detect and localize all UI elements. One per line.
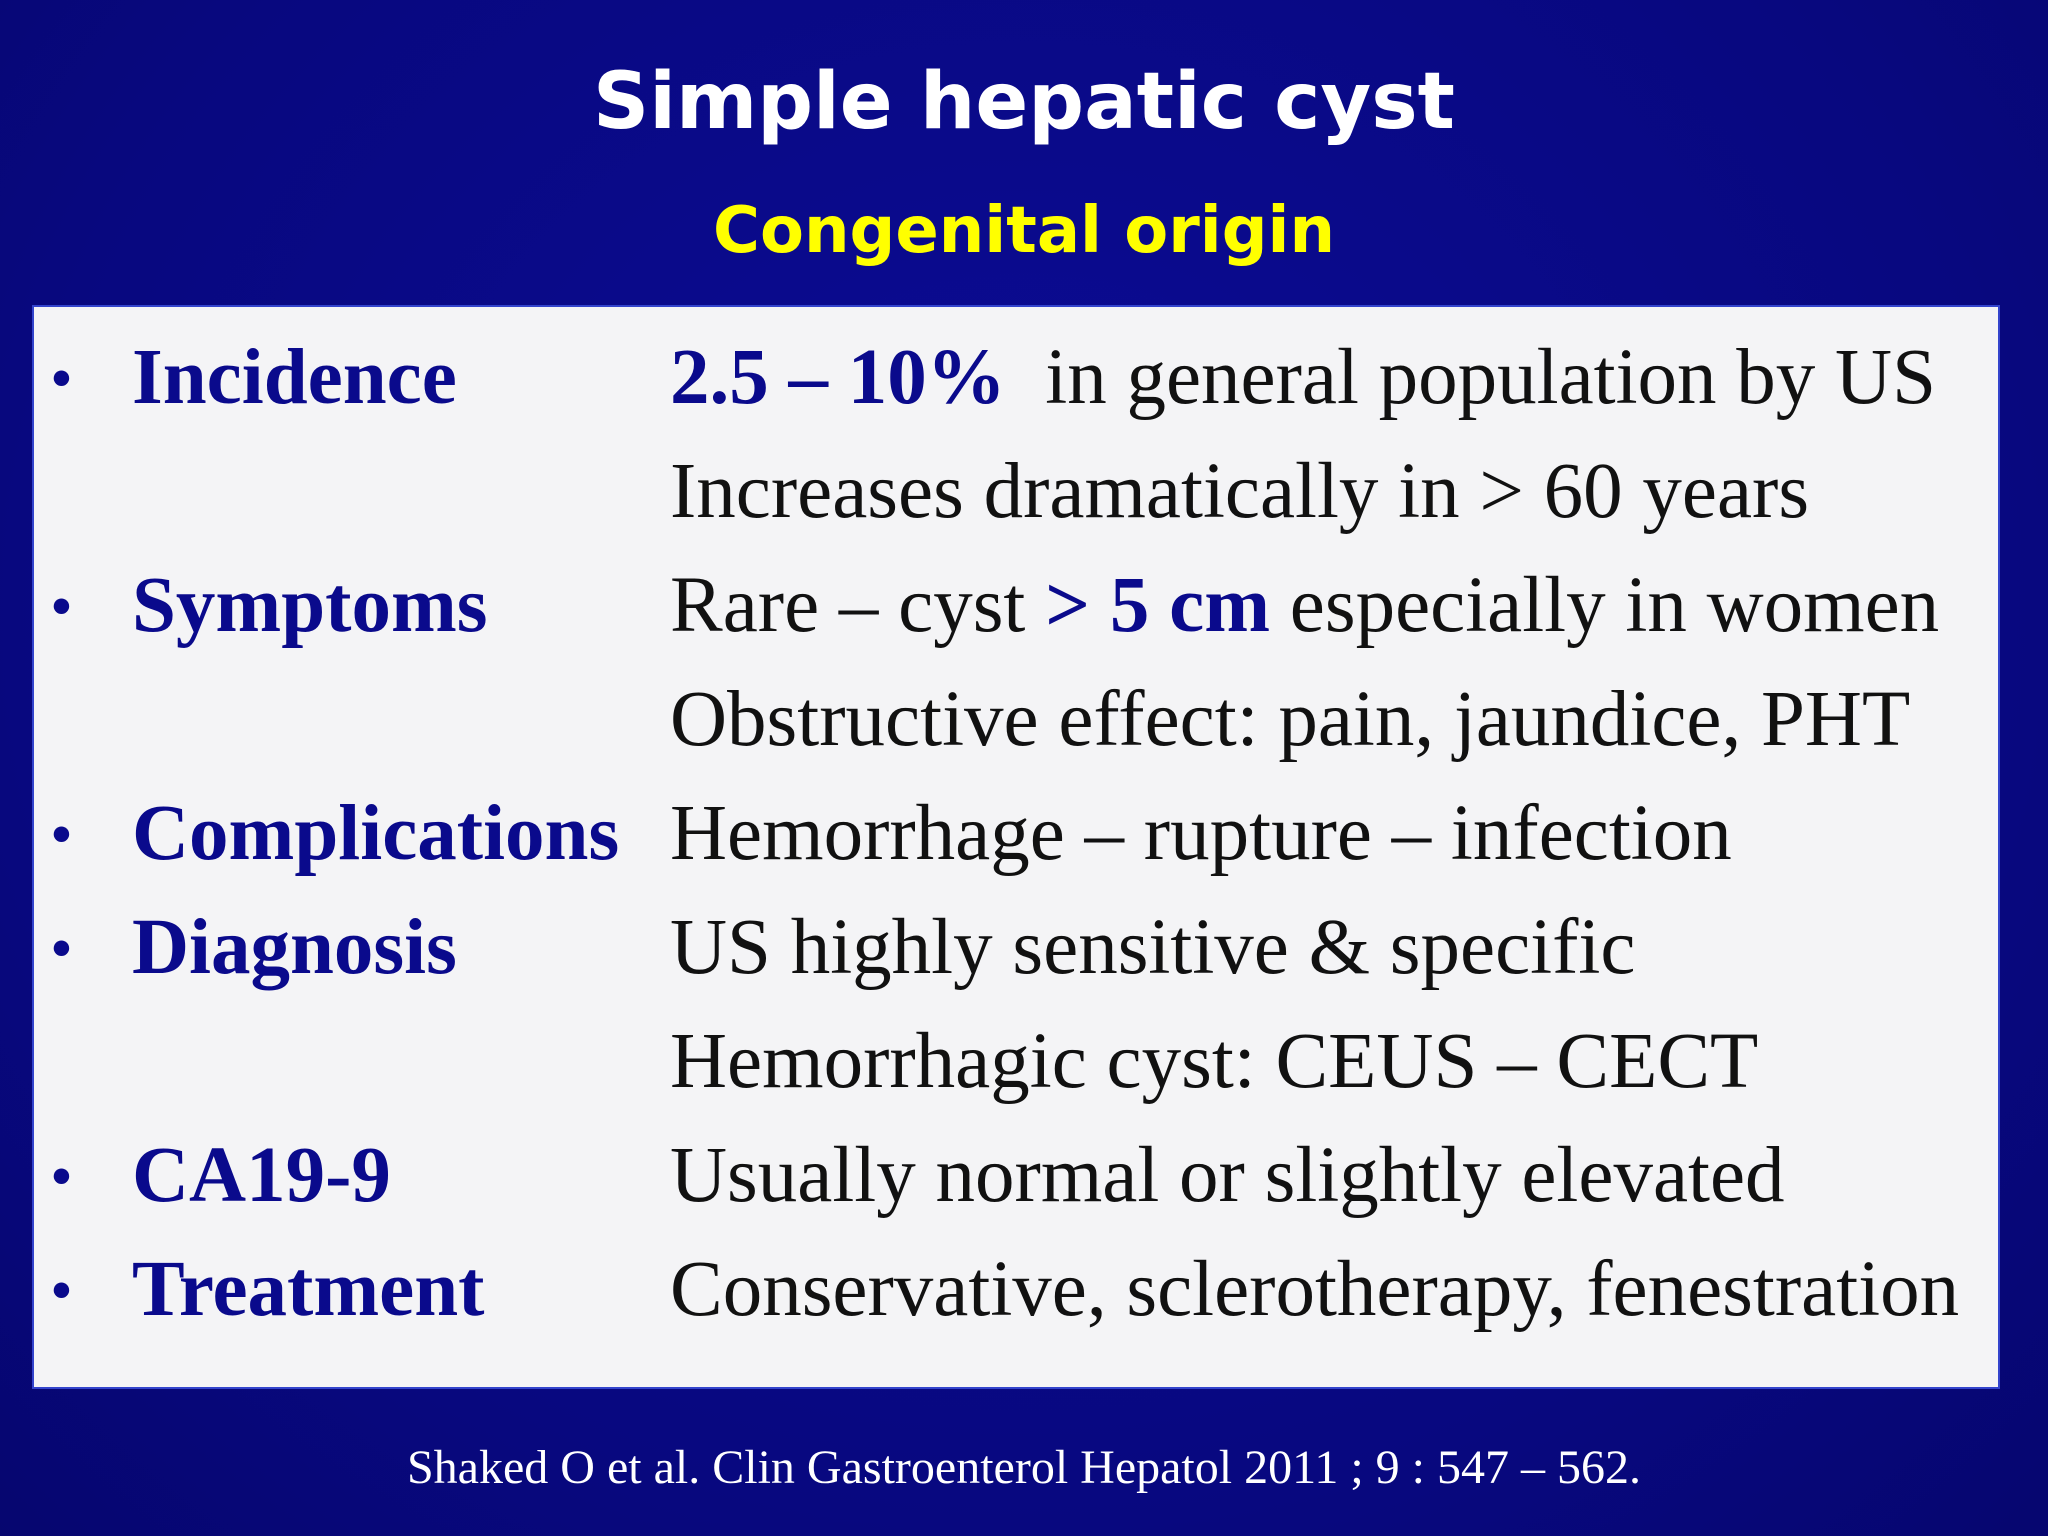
slide-title: Simple hepatic cyst <box>593 57 1455 147</box>
desc-incidence-rest: in general population by US <box>1005 334 1937 421</box>
desc-incidence-age: Increases dramatically in > 60 years <box>670 448 1810 535</box>
bullet-icon: • <box>52 1260 71 1320</box>
content-panel <box>32 305 2000 1389</box>
desc-incidence <box>670 321 1936 435</box>
desc-ca199: Usually normal or slightly elevated <box>670 1132 1785 1219</box>
bullet-icon: • <box>52 918 71 978</box>
desc-obstructive: Obstructive effect: pain, jaundice, PHT <box>670 676 1911 763</box>
desc-symptoms <box>670 549 1939 663</box>
term-diagnosis: Diagnosis <box>132 904 457 991</box>
list-item-incidence-cont <box>34 435 2000 549</box>
highlight-cyst-size: > 5 cm <box>1045 562 1271 649</box>
desc-treatment: Conservative, sclerotherapy, fenestration <box>670 1246 1960 1333</box>
highlight-incidence-range: 2.5 – 10% <box>670 334 1006 421</box>
citation-footer: Shaked O et al. Clin Gastroenterol Hepatol 2011 ; 9 : 547 – 562. <box>406 1441 1641 1494</box>
list-item-ca199 <box>34 1119 2000 1233</box>
list-item-incidence <box>34 321 2000 435</box>
list-item-complications <box>34 777 2000 891</box>
list-item-symptoms-cont <box>34 663 2000 777</box>
list-item-diagnosis-cont <box>34 1005 2000 1119</box>
term-symptoms: Symptoms <box>132 562 488 649</box>
term-treatment: Treatment <box>132 1246 485 1333</box>
list-item-diagnosis <box>34 891 2000 1005</box>
bullet-icon: • <box>52 348 71 408</box>
desc-diagnosis: US highly sensitive & specific <box>670 904 1636 991</box>
bullet-icon: • <box>52 804 71 864</box>
desc-symptoms-pre: Rare – cyst <box>670 562 1046 649</box>
bullet-icon: • <box>52 576 71 636</box>
list-item-treatment <box>34 1233 2000 1347</box>
list-item-symptoms <box>34 549 2000 663</box>
term-incidence: Incidence <box>132 334 457 421</box>
desc-hemorrhagic: Hemorrhagic cyst: CEUS – CECT <box>670 1018 1759 1105</box>
desc-complications: Hemorrhage – rupture – infection <box>670 790 1732 877</box>
bullet-icon: • <box>52 1146 71 1206</box>
term-ca199: CA19-9 <box>132 1132 391 1219</box>
term-complications: Complications <box>132 790 620 877</box>
desc-symptoms-post: especially in women <box>1270 562 1940 649</box>
slide-subtitle: Congenital origin <box>713 194 1335 268</box>
